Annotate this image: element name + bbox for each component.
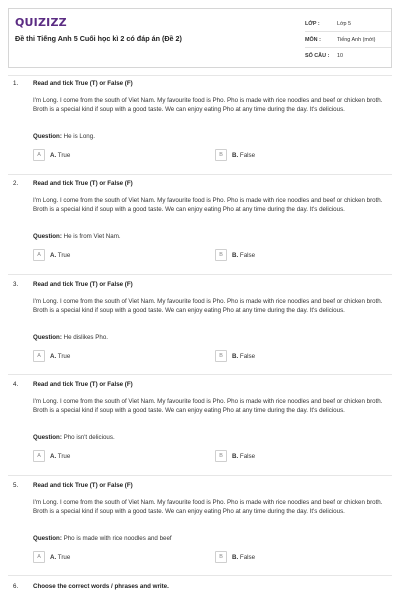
question-text: He is from Viet Nam.	[63, 233, 121, 240]
question-number: 1.	[13, 80, 19, 87]
option-b[interactable]	[215, 249, 255, 261]
question-instruction: Read and tick True (T) or False (F)	[33, 381, 133, 388]
page-title: Đề thi Tiếng Anh 5 Cuối học kì 2 có đáp án (Đề 2)	[15, 34, 182, 43]
meta-key: MÔN :	[305, 36, 321, 43]
question-number: 6.	[13, 583, 19, 590]
option-text: B. False	[232, 251, 256, 259]
option-b[interactable]	[215, 350, 255, 362]
question-statement	[33, 535, 172, 542]
question-instruction: Read and tick True (T) or False (F)	[33, 482, 133, 489]
question-statement	[33, 434, 115, 441]
question-text: Pho is made with rice noodles and beef	[63, 535, 172, 542]
option-a[interactable]	[33, 149, 70, 161]
question-number: 4.	[13, 381, 19, 388]
divider	[8, 374, 392, 375]
option-b[interactable]	[215, 551, 255, 563]
meta-row-grade	[305, 16, 391, 32]
option-key-box[interactable]: A	[33, 551, 45, 563]
option-text: B. False	[232, 452, 256, 460]
meta-value: 10	[337, 53, 343, 59]
option-key-box[interactable]: B	[215, 551, 227, 563]
option-key-box[interactable]: B	[215, 249, 227, 261]
option-key-box[interactable]: B	[215, 350, 227, 362]
question-instruction: Read and tick True (T) or False (F)	[33, 281, 133, 288]
reading-passage: I'm Long. I come from the south of Viet Nam. My favourite food is Pho. Pho is made with rice noodles and beef or chicken broth. Broth is a special kind if soup with a good taste. We can enjoy eating Pho at any time during the day. It's delicious.	[33, 499, 383, 515]
reading-passage: I'm Long. I come from the south of Viet Nam. My favourite food is Pho. Pho is made with rice noodles and beef or chicken broth. Broth is a special kind if soup with a good taste. We can enjoy eating Pho at any time during the day. It's delicious.	[33, 197, 383, 213]
question-statement	[33, 133, 95, 140]
divider	[8, 75, 392, 76]
question-label: Question:	[33, 233, 62, 240]
question-number: 2.	[13, 180, 19, 187]
option-key-box[interactable]: A	[33, 450, 45, 462]
divider	[8, 475, 392, 476]
divider	[8, 575, 392, 576]
quizizz-logo[interactable]: QUIZIZZ	[15, 16, 67, 29]
option-text: A. True	[50, 352, 71, 360]
meta-value: Lớp 5	[337, 20, 352, 27]
option-text: A. True	[50, 251, 71, 259]
option-text: B. False	[232, 553, 256, 561]
question-statement	[33, 334, 108, 341]
question-instruction: Read and tick True (T) or False (F)	[33, 180, 133, 187]
option-key-box[interactable]: B	[215, 450, 227, 462]
question-text: Pho isn't delicious.	[63, 434, 115, 441]
option-a[interactable]	[33, 249, 70, 261]
option-key-box[interactable]: A	[33, 249, 45, 261]
question-instruction: Read and tick True (T) or False (F)	[33, 80, 133, 87]
option-text: A. True	[50, 151, 71, 159]
question-instruction: Choose the correct words / phrases and write.	[33, 583, 169, 590]
option-b[interactable]	[215, 450, 255, 462]
meta-row-question-count	[305, 48, 391, 64]
reading-passage: I'm Long. I come from the south of Viet Nam. My favourite food is Pho. Pho is made with rice noodles and beef or chicken broth. Broth is a special kind if soup with a good taste. We can enjoy eating Pho at any time during the day. It's delicious.	[33, 398, 383, 414]
meta-value: Tiếng Anh (mới)	[337, 36, 376, 43]
meta-row-subject	[305, 32, 391, 48]
question-text: He is Long.	[63, 133, 95, 140]
option-a[interactable]	[33, 350, 70, 362]
option-key-box[interactable]: A	[33, 149, 45, 161]
worksheet-header	[8, 8, 392, 68]
meta-key: SỐ CÂU :	[305, 53, 330, 59]
option-text: B. False	[232, 352, 256, 360]
question-number: 5.	[13, 482, 19, 489]
divider	[8, 274, 392, 275]
meta-key: LỚP :	[305, 20, 320, 27]
question-statement	[33, 233, 121, 240]
question-text: He dislikes Pho.	[63, 334, 108, 341]
option-a[interactable]	[33, 551, 70, 563]
option-text: B. False	[232, 151, 256, 159]
option-key-box[interactable]: A	[33, 350, 45, 362]
option-text: A. True	[50, 553, 71, 561]
question-label: Question:	[33, 535, 62, 542]
question-label: Question:	[33, 133, 62, 140]
question-label: Question:	[33, 334, 62, 341]
reading-passage: I'm Long. I come from the south of Viet Nam. My favourite food is Pho. Pho is made with rice noodles and beef or chicken broth. Broth is a special kind if soup with a good taste. We can enjoy eating Pho at any time during the day. It's delicious.	[33, 97, 383, 113]
option-b[interactable]	[215, 149, 255, 161]
reading-passage: I'm Long. I come from the south of Viet Nam. My favourite food is Pho. Pho is made with rice noodles and beef or chicken broth. Broth is a special kind if soup with a good taste. We can enjoy eating Pho at any time during the day. It's delicious.	[33, 298, 383, 314]
question-label: Question:	[33, 434, 62, 441]
option-key-box[interactable]: B	[215, 149, 227, 161]
question-number: 3.	[13, 281, 19, 288]
option-text: A. True	[50, 452, 71, 460]
divider	[8, 174, 392, 175]
option-a[interactable]	[33, 450, 70, 462]
worksheet-meta	[305, 16, 391, 64]
